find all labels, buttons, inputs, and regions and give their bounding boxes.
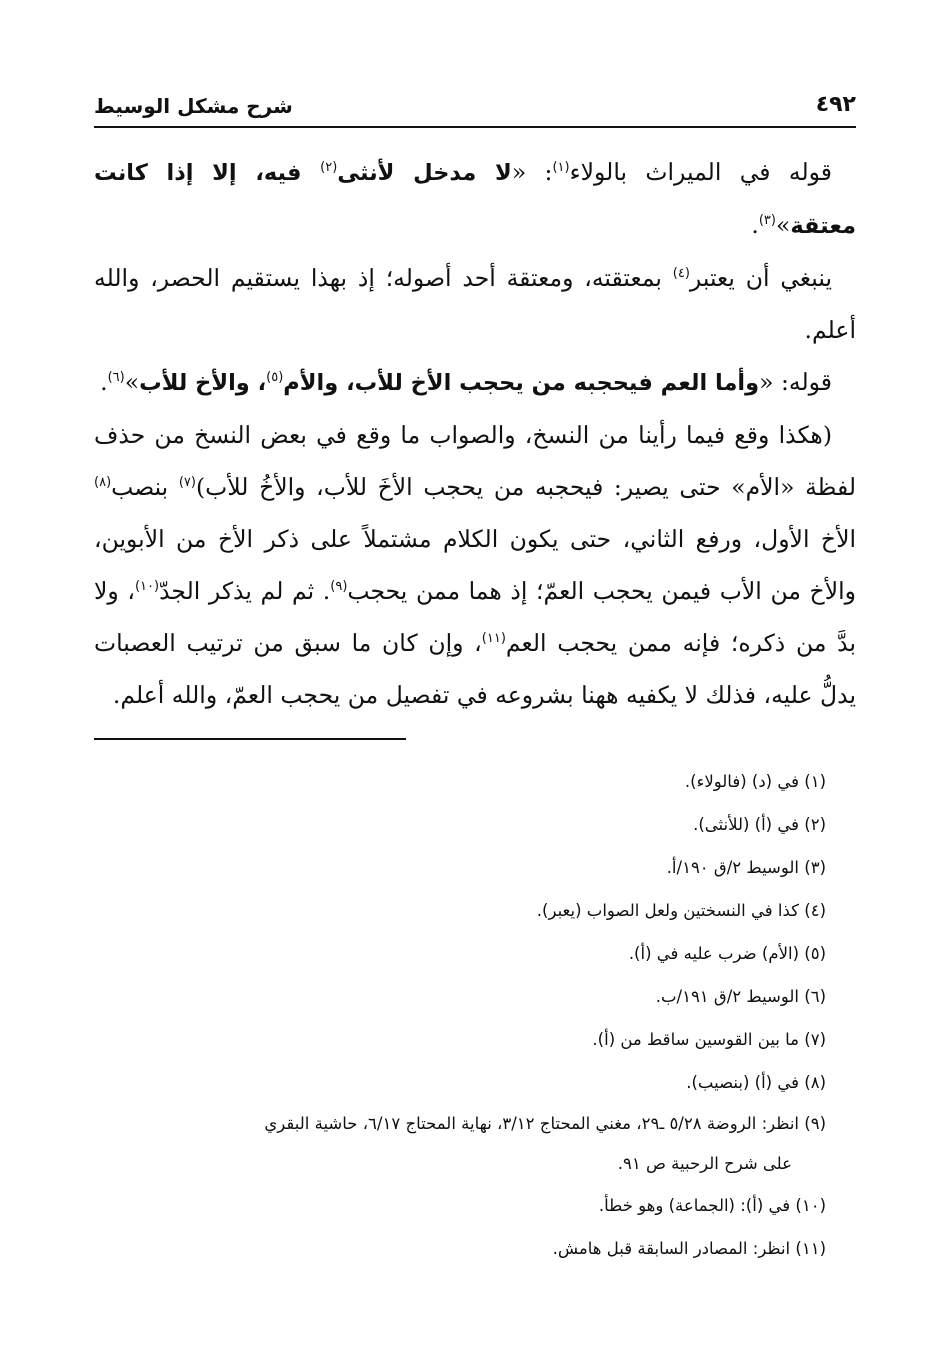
footnote-9 <box>94 1104 856 1184</box>
footnote-ref-4[interactable]: (٤) <box>672 266 690 281</box>
footnote-4: (٤) كذا في النسختين ولعل الصواب (يعبر). <box>536 901 826 920</box>
quoted-text: فيه، إلا إذا كانت معتقة <box>94 160 856 239</box>
footnote-ref-7[interactable]: (٧) <box>178 475 196 490</box>
text: بمعتقته، ومعتقة أحد أصوله؛ إذ بهذا يستقيم الحصر، والله أعلم. <box>94 264 856 344</box>
text: » <box>124 368 140 396</box>
main-text <box>94 146 856 721</box>
footnote-9-continuation: على شرح الرحبية ص ٩١. <box>617 1154 792 1173</box>
footnote-ref-6[interactable]: (٦) <box>107 370 125 385</box>
footnote-ref-3[interactable]: (٣) <box>758 213 776 228</box>
text: قوله في الميراث بالولاء <box>569 158 832 186</box>
footnote-ref-8[interactable]: (٨) <box>94 475 112 490</box>
text: » <box>775 211 791 239</box>
footnote-10: (١٠) في (أ): (الجماعة) وهو خطأ. <box>598 1196 826 1215</box>
paragraph-2 <box>94 252 856 356</box>
paragraph-3 <box>94 356 856 409</box>
text: قوله: « <box>759 368 832 396</box>
footnote-11: (١١) انظر: المصادر السابقة قبل هامش. <box>552 1239 826 1258</box>
text: بنصب <box>111 473 179 501</box>
footnote-7: (٧) ما بين القوسين ساقط من (أ). <box>592 1030 826 1049</box>
footnote-9-text: (٩) انظر: الروضة ٥/٢٨ ـ٢٩، مغني المحتاج ٣/١٢، نهاية المحتاج ٦/١٧، حاشية البقري <box>264 1114 826 1133</box>
page-number: ٤٩٢ <box>815 92 856 117</box>
text: ، وإن كان ما سبق من ترتيب العصبات يدلُّ عليه، فذلك لا يكفيه ههنا بشروعه في تفصيل من يحجب العمّ، والله أعلم. <box>94 629 856 709</box>
text: ينبغي أن يعتبر <box>689 264 832 292</box>
footnote-8: (٨) في (أ) (بنصيب). <box>686 1073 826 1092</box>
quoted-text: وأما العم فيحجبه من يحجب الأخ للأب، والأم <box>283 370 760 396</box>
text: (هكذا وقع فيما رأينا من النسخ، والصواب ما وقع في بعض النسخ من حذف لفظة «الأم» حتى يصير: فيحجبه من يحجب الأخَ للأب، والأخُ للأب) <box>94 421 856 501</box>
quoted-text: لا مدخل لأنثى <box>337 160 512 186</box>
paragraph-1 <box>94 146 856 252</box>
footnote-divider <box>94 738 406 740</box>
text: الأخ الأول، ورفع الثاني، حتى يكون الكلام مشتملاً على ذكر الأخ من الأبوين، والأخ من الأب فيمن يحجب العمّ؛ إذ هما ممن يحجب <box>94 525 856 605</box>
page-header <box>94 92 856 128</box>
footnote-2: (٢) في (أ) (للأنثى). <box>693 815 826 834</box>
quoted-text: ، والأخ للأب <box>139 370 267 396</box>
footnotes <box>94 760 856 1270</box>
footnote-ref-9[interactable]: (٩) <box>330 579 348 594</box>
text: . <box>751 211 759 239</box>
footnote-5: (٥) (الأم) ضرب عليه في (أ). <box>628 944 826 963</box>
text: : « <box>511 158 553 186</box>
footnote-ref-5[interactable]: (٥) <box>266 370 284 385</box>
footnote-6: (٦) الوسيط ٢/ق ١٩١/ب. <box>655 987 826 1006</box>
text: . <box>100 368 108 396</box>
footnote-ref-11[interactable]: (١١) <box>481 631 506 646</box>
footnote-ref-2[interactable]: (٢) <box>320 160 338 175</box>
footnote-ref-1[interactable]: (١) <box>552 160 570 175</box>
footnote-ref-10[interactable]: (١٠) <box>134 579 160 594</box>
text: ، ولا بدَّ من ذكره؛ فإنه ممن يحجب العم <box>94 577 857 657</box>
footnote-3: (٣) الوسيط ٢/ق ١٩٠/أ. <box>666 858 826 877</box>
text: . ثم لم يذكر الجدّ <box>159 577 331 605</box>
paragraph-4 <box>94 409 856 721</box>
running-title: شرح مشكل الوسيط <box>94 94 293 118</box>
page <box>94 0 856 1371</box>
footnote-1: (١) في (د) (فالولاء). <box>684 772 826 791</box>
